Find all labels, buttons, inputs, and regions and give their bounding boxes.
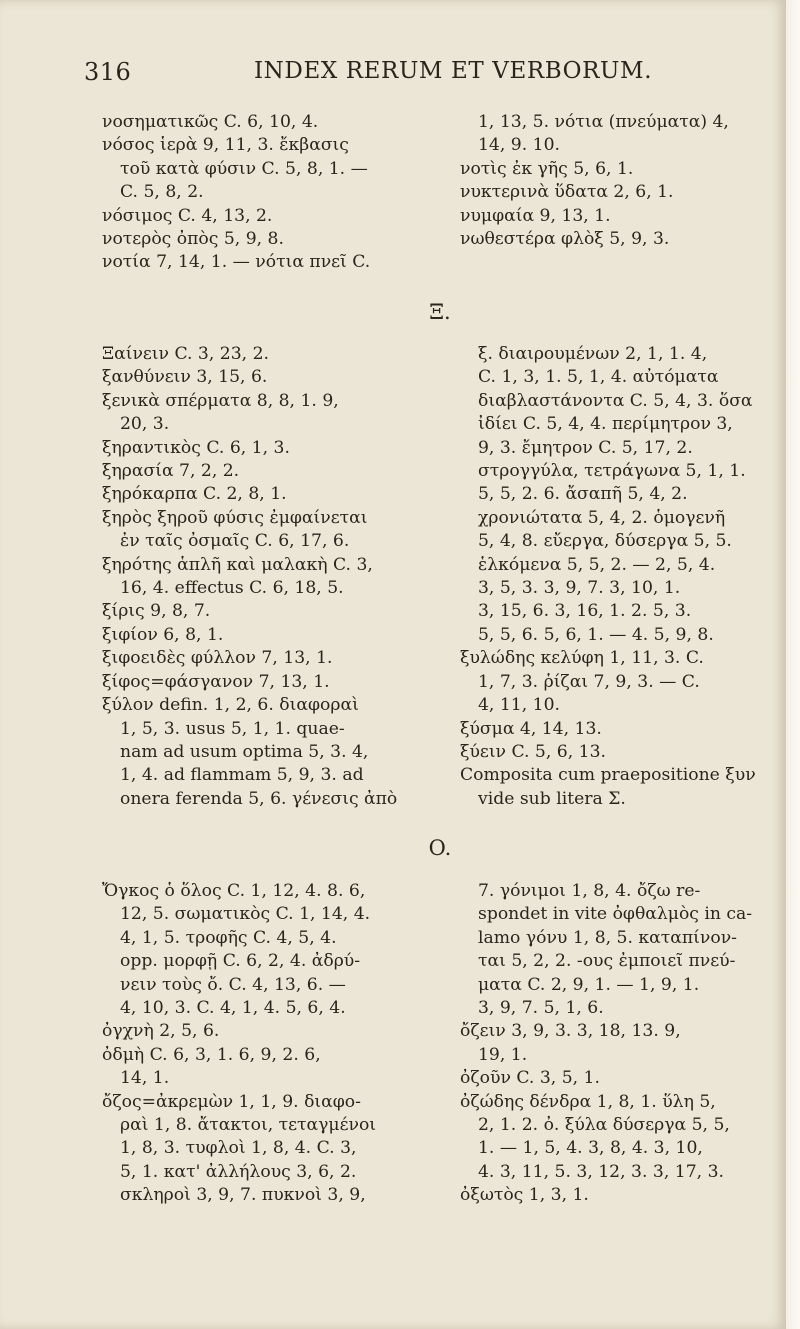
index-line: 1, 7, 3. ῥίζαι 7, 9, 3. — C. (478, 671, 700, 692)
index-line: ξενικὰ σπέρματα 8, 8, 1. 9, (102, 390, 339, 411)
index-line: Ξαίνειν C. 3, 23, 2. (102, 344, 269, 364)
index-line: 5, 5, 6. 5, 6, 1. — 4. 5, 9, 8. (478, 624, 714, 645)
index-line: 9, 3. ἔμητρον C. 5, 17, 2. (478, 437, 693, 458)
index-line: opp. μορφῇ C. 6, 2, 4. ἀδρύ- (120, 951, 361, 972)
index-line: νοτερὸς ὀπὸς 5, 9, 8. (102, 229, 284, 250)
index-line: nam ad usum optima 5, 3. 4, (120, 741, 369, 762)
index-line: ὀξωτὸς 1, 3, 1. (460, 1185, 589, 1206)
index-line: ξηρόκαρπα C. 2, 8, 1. (102, 484, 287, 505)
index-line: ξηραντικὸς C. 6, 1, 3. (102, 437, 290, 458)
index-line: Composita cum praepositione ξυν (460, 765, 756, 786)
index-line: ὄζειν 3, 9, 3. 3, 18, 13. 9, (460, 1021, 681, 1042)
index-line: ὀγχνὴ 2, 5, 6. (102, 1021, 220, 1042)
index-line: Ὄγκος ὁ ὅλος C. 1, 12, 4. 8. 6, (102, 881, 366, 901)
running-header (84, 58, 684, 92)
index-line: 12, 5. σωματικὸς C. 1, 14, 4. (120, 904, 371, 925)
index-line: ἰδίει C. 5, 4, 4. περίμητρον 3, (478, 414, 733, 435)
index-line: 2, 1. 2. ὀ. ξύλα δύσεργα 5, 5, (478, 1115, 730, 1136)
index-line: 7. γόνιμοι 1, 8, 4. ὄζω re- (478, 881, 701, 901)
index-line: 5, 5, 2. 6. ἄσαπῆ 5, 4, 2. (478, 484, 688, 505)
index-line: ξανθύνειν 3, 15, 6. (102, 367, 268, 388)
index-line: 14, 1. (120, 1068, 170, 1089)
index-line: 1. — 1, 5, 4. 3, 8, 4. 3, 10, (478, 1138, 703, 1159)
index-line: vide sub litera Σ. (478, 788, 626, 809)
index-line: σκληροὶ 3, 9, 7. πυκνοὶ 3, 9, (120, 1185, 366, 1206)
index-line: 1, 5, 3. usus 5, 1, 1. quae- (120, 718, 345, 739)
index-line: ὄζος=ἀκρεμὼν 1, 1, 9. διαφο- (102, 1091, 361, 1112)
index-column-left (102, 111, 432, 275)
index-line: 4, 11, 10. (478, 695, 560, 716)
index-line: 5, 4, 8. εὔεργα, δύσεργα 5, 5. (478, 531, 732, 552)
index-line: ξίφος=φάσγανον 7, 13, 1. (102, 671, 330, 692)
index-line: νυκτερινὰ ὕδατα 2, 6, 1. (460, 182, 674, 203)
index-line: 4. 3, 11, 5. 3, 12, 3. 3, 17, 3. (478, 1161, 724, 1182)
index-column-right (460, 880, 786, 1208)
index-line: νόσιμος C. 4, 13, 2. (102, 205, 273, 226)
index-line: νειν τοὺς ὄ. C. 4, 13, 6. — (120, 974, 346, 995)
index-line: ὀδμὴ C. 6, 3, 1. 6, 9, 2. 6, (102, 1044, 321, 1065)
index-line: spondet in vite ὀφθαλμὸς in ca- (478, 904, 753, 925)
index-line: ξ. διαιρουμένων 2, 1, 1. 4, (478, 344, 708, 364)
index-line: ξύειν C. 5, 6, 13. (460, 741, 606, 762)
index-line: 1, 4. ad flammam 5, 9, 3. ad (120, 765, 364, 786)
index-line: νοτὶς ἐκ γῆς 5, 6, 1. (460, 158, 634, 179)
index-line: 1, 8, 3. τυφλοὶ 1, 8, 4. C. 3, (120, 1138, 357, 1159)
index-line: ματα C. 2, 9, 1. — 1, 9, 1. (478, 974, 700, 995)
index-line: 3, 5, 3. 3, 9, 7. 3, 10, 1. (478, 578, 681, 599)
index-line: onera ferenda 5, 6. γένεσις ἀπὸ (120, 788, 398, 809)
index-column-right (460, 111, 786, 251)
index-line: ὀζοῦν C. 3, 5, 1. (460, 1068, 600, 1089)
index-line: 3, 9, 7. 5, 1, 6. (478, 998, 604, 1019)
index-line: 4, 1, 5. τροφῆς C. 4, 5, 4. (120, 927, 337, 948)
index-line: 5, 1. κατ' ἀλλήλους 3, 6, 2. (120, 1161, 357, 1182)
page-title: INDEX RERUM ET VERBORUM. (254, 58, 653, 84)
index-line: C. 1, 3, 1. 5, 1, 4. αὐτόματα (478, 367, 719, 388)
index-line: νωθεστέρα φλὸξ 5, 9, 3. (460, 229, 670, 250)
index-column-left (102, 880, 432, 1208)
index-line: 3, 15, 6. 3, 16, 1. 2. 5, 3. (478, 601, 692, 622)
index-line: C. 5, 8, 2. (120, 182, 204, 203)
index-line: 20, 3. (120, 414, 170, 435)
index-line: ται 5, 2, 2. -ους ἐμποιεῖ πνεύ- (478, 951, 736, 972)
index-line: ξηρότης ἁπλῆ καὶ μαλακὴ C. 3, (102, 554, 373, 575)
index-line: 1, 13, 5. νότια (πνεύματα) 4, (478, 112, 729, 132)
index-line: ὀζώδης δένδρα 1, 8, 1. ὕλη 5, (460, 1091, 716, 1112)
index-line: ξηρὸς ξηροῦ φύσις ἐμφαίνεται (102, 507, 368, 528)
index-line: νοσηματικῶς C. 6, 10, 4. (102, 112, 319, 132)
index-line: ραὶ 1, 8. ἄτακτοι, τεταγμένοι (120, 1115, 377, 1136)
index-line: ξύλον defin. 1, 2, 6. διαφοραὶ (102, 695, 359, 716)
index-line: ξίρις 9, 8, 7. (102, 601, 211, 622)
index-line: ξύσμα 4, 14, 13. (460, 718, 602, 739)
index-line: τοῦ κατὰ φύσιν C. 5, 8, 1. — (120, 158, 368, 179)
index-column-left (102, 343, 432, 811)
page-number: 316 (84, 58, 132, 86)
index-line: ξυλώδης κελύφη 1, 11, 3. C. (460, 648, 704, 669)
page-edge (786, 0, 800, 1329)
index-line: ἑλκόμενα 5, 5, 2. — 2, 5, 4. (478, 554, 716, 575)
section-letter-xi: Ξ. (429, 300, 451, 324)
index-line: lamo γόνυ 1, 8, 5. καταπίνον- (478, 927, 737, 948)
index-line: 16, 4. effectus C. 6, 18, 5. (120, 578, 344, 599)
section-letter-o: O. (428, 836, 452, 860)
index-line: στρογγύλα, τετράγωνα 5, 1, 1. (478, 461, 746, 482)
index-line: 19, 1. (478, 1044, 528, 1065)
index-column-right (460, 343, 786, 811)
index-line: ξιφοειδὲς φύλλον 7, 13, 1. (102, 648, 333, 669)
index-line: ξιφίον 6, 8, 1. (102, 624, 224, 645)
index-line: διαβλαστάνοντα C. 5, 4, 3. ὅσα (478, 390, 753, 411)
index-line: νυμφαία 9, 13, 1. (460, 205, 611, 226)
index-line: χρονιώτατα 5, 4, 2. ὁμογενῆ (478, 507, 726, 528)
index-line: νοτία 7, 14, 1. — νότια πνεῖ C. (102, 252, 371, 273)
index-line: ξηρασία 7, 2, 2. (102, 461, 240, 482)
index-line: 4, 10, 3. C. 4, 1, 4. 5, 6, 4. (120, 998, 346, 1019)
index-line: ἐν ταῖς ὀσμαῖς C. 6, 17, 6. (120, 531, 350, 552)
index-line: 14, 9. 10. (478, 135, 560, 156)
index-line: νόσος ἱερὰ 9, 11, 3. ἔκβασις (102, 135, 349, 156)
